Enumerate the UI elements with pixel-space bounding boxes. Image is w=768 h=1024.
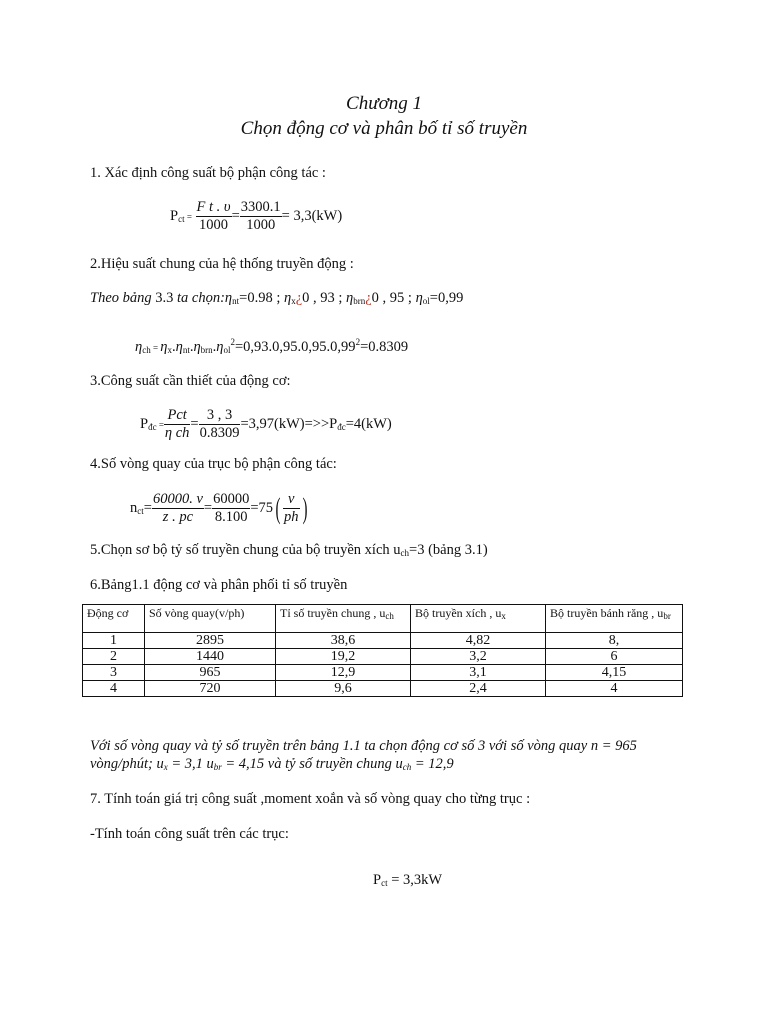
section-1-heading: 1. Xác định công suất bộ phận công tác : <box>90 165 326 181</box>
section-4-heading: 4.Số vòng quay của trục bộ phận công tác: <box>90 456 337 472</box>
motor-ratio-table <box>82 604 683 697</box>
table-row: 1 2895 38,6 4,82 8, <box>83 633 683 649</box>
formula-p-ct: $P_{ct}$ = $\frac{\text{F t . υ}}{1000}$ = $\frac{3300.1}{1000}$ = 3,3(kW) <box>170 199 343 233</box>
section-6-heading: 6.Bảng1.1 động cơ và phân phối tỉ số truyền <box>90 577 348 593</box>
table-header-row <box>83 605 683 633</box>
table-row: 3 965 12,9 3,1 4,15 <box>83 665 683 681</box>
section-3-heading: 3.Công suất cần thiết của động cơ: <box>90 373 291 389</box>
table-row: 2 1440 19,2 3,2 6 <box>83 649 683 665</box>
table-header-cell: Bộ truyền xích , $u_x$ <box>411 605 546 633</box>
efficiency-choices: Theo bảng 3.3 ta $chọn:\eta_{nt}=0.98$ ; $\eta_x¿0$ , 93 ; $\eta_{brn}¿0$ , 95 ; $\eta_{ol}=0,99$ <box>90 290 464 306</box>
section-5-line: 5.Chọn sơ bộ tỷ số truyền chung của bộ truyền xích $u_{ch}=3$ (bảng 3.1) <box>90 542 488 558</box>
section-2-heading: 2.Hiệu suất chung của hệ thống truyền động : <box>90 256 354 272</box>
table-header-cell: Động cơ <box>83 605 145 633</box>
conclusion-line-1: Với số vòng quay và tỷ số truyền trên bảng 1.1 ta chọn động cơ số 3 với số vòng quay n = 965 <box>90 738 637 754</box>
section-7-subheading: -Tính toán công suất trên các trục: <box>90 826 289 842</box>
table-row: 4 720 9,6 2,4 4 <box>83 681 683 697</box>
chapter-title: Chọn động cơ và phân bố tỉ số truyền <box>240 118 528 139</box>
conclusion-line-2: vòng/phút; $u_x = 3,1$ $u_{br} = 4,15$ và tỷ số truyền chung $u_{ch} = 12,9$ <box>90 756 454 772</box>
section-7-heading: 7. Tính toán giá trị công suất ,moment xoắn và số vòng quay cho từng trục : <box>90 791 531 807</box>
table-header-cell: Số vòng quay(v/ph) <box>145 605 276 633</box>
efficiency-total: $\eta_{ch} = \eta_x.\eta_{nt}.\eta_{brn}.\eta_{ol}^2=0,93.0,95.0,95.0,99^2=0.8309$ <box>135 337 409 355</box>
table-header-cell: Tỉ số truyền chung , $u_{ch}$ <box>276 605 411 633</box>
formula-n-ct: $n_{ct}=$ $\frac{60000. v}{z . pc}$ = $\frac{60000}{8.100}$ =75( $\frac{v}{ph}$ ) <box>130 491 307 525</box>
formula-p-dc: $P_{đc}$ = $\frac{\text{Pct}}{\text{η ch}}$ = $\frac{3 , 3}{0.8309}$ $=3,97(kW)=>>P_{đc}=4(kW)$ <box>140 407 392 441</box>
table-header-cell: Bộ truyền bánh răng , $u_{br}$ <box>546 605 683 633</box>
p-ct-value: $P_{ct} = 3,3kW$ <box>373 872 443 888</box>
chapter-number: Chương 1 <box>346 93 422 114</box>
